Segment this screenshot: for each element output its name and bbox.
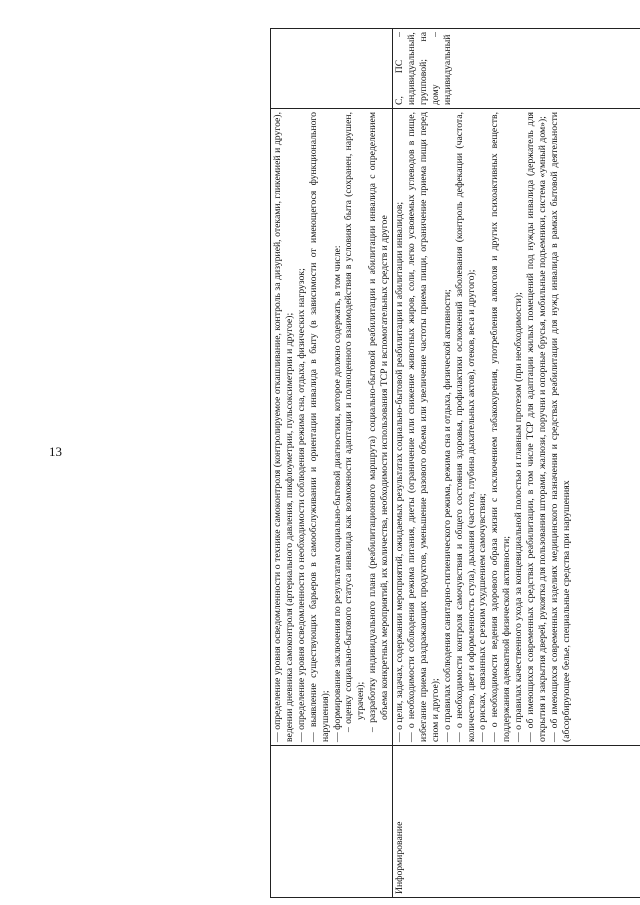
list-item: — о правилах соблюдения санитарно-гигиенического режима, режима сна и отдыха, физической активности; (441, 289, 453, 742)
diagnostics-content-cell (271, 109, 393, 746)
list-item: — о рисках, связанных с резким ухудшением самочувствия; (477, 493, 489, 742)
list-item: — о цели, задачах, содержании мероприятий, ожидаемых результатах социально-бытовой реабилитации и абилитации инвалидов; (394, 201, 406, 742)
list-item: — об имеющихся современных изделиях медицинского назначения и средствах реабилитации для нужд инвалида в рамках бытовой деятельности (абсорбирующее белье, специальные средства при нарушениях (548, 112, 572, 742)
list-item: — о необходимости соблюдения режима питания, диеты (ограничение или снижение животных жиров, соли, легко усвояемых углеводов в пище, избегание приема раздражающих продуктов, уменьшение разового объема или увеличение частоты приема пищи, ограничение приема пищи перед сном и другое); (405, 112, 441, 742)
list-item: — о необходимости контроля самочувствия и общего состояния здоровья, профилактики осложнений заболевания (контроль дефекации (частота, количество, цвет и оформленность стула), дыхания (частота, глубина дыхательных актов), отеков, веса и другого); (453, 112, 477, 742)
empty-format-cell (271, 29, 393, 109)
sub-list-item: – разработку индивидуального плана (реабилитационного маршрута) социально-бытовой реабилитации и абилитации инвалида с определением объема конкретных мероприятий, их количества, необходимости использования ТСР и вспомогательных средств и другое (367, 112, 391, 732)
list-item: — о необходимости ведения здорового образа жизни с исключением табакокурения, употребления алкоголя и других психоактивных веществ, поддержания адекватной физической активности; (489, 112, 513, 742)
page-number: 13 (49, 444, 62, 459)
section-label: Информирование (393, 746, 640, 898)
rotated-table-wrapper (270, 29, 604, 898)
list-item: — об имеющихся современных средствах реабилитации, в том числе ТСР для адаптации жилых помещений под нужды инвалида (держатель для открытия и закрытия дверей, рукоятка для пользования шторами, жалюзи, поручни и опорные брусья, мобильные подъемники, система «умный дом»); (525, 112, 548, 742)
table-row (271, 29, 393, 898)
list-item: — определение уровня осведомленности о необходимости соблюдения режима сна, отдыха, физических нагрузок; (295, 268, 307, 742)
informing-content-cell (393, 109, 640, 746)
empty-label-cell (271, 746, 393, 898)
sub-list-item: – оценку социально-бытового статуса инвалида как возможности адаптации и полноценного взаимодействия в условиях быта (сохранен, нарушен, утрачен); (343, 112, 367, 732)
document-table (270, 28, 640, 898)
list-item: — формирование заключения по результатам социально-бытовой диагностики, которое должно содержать, в том числе: (331, 245, 343, 742)
table-row (393, 29, 640, 898)
list-item: — о правилах качественного ухода за концевидиальной полостью и главным протезом (при необходимости); (513, 292, 525, 742)
format-cell: С, ПС – индивидуальный, групповой; на дому – индивидуальный (393, 29, 640, 109)
list-item: — выявление существующих барьеров в самообслуживании и ориентации инвалида в быту (в зависимости от имеющегося функционального нарушения); (307, 112, 331, 742)
list-item: — определение уровня осведомленности о технике самоконтроля (контролируемое откашливание, контроль за дизурией, отеками, гликемией и другое), ведении дневника самоконтроля (артериального давления, пикфлоуметрии, пульсоксиметрии и другое); (272, 112, 295, 742)
